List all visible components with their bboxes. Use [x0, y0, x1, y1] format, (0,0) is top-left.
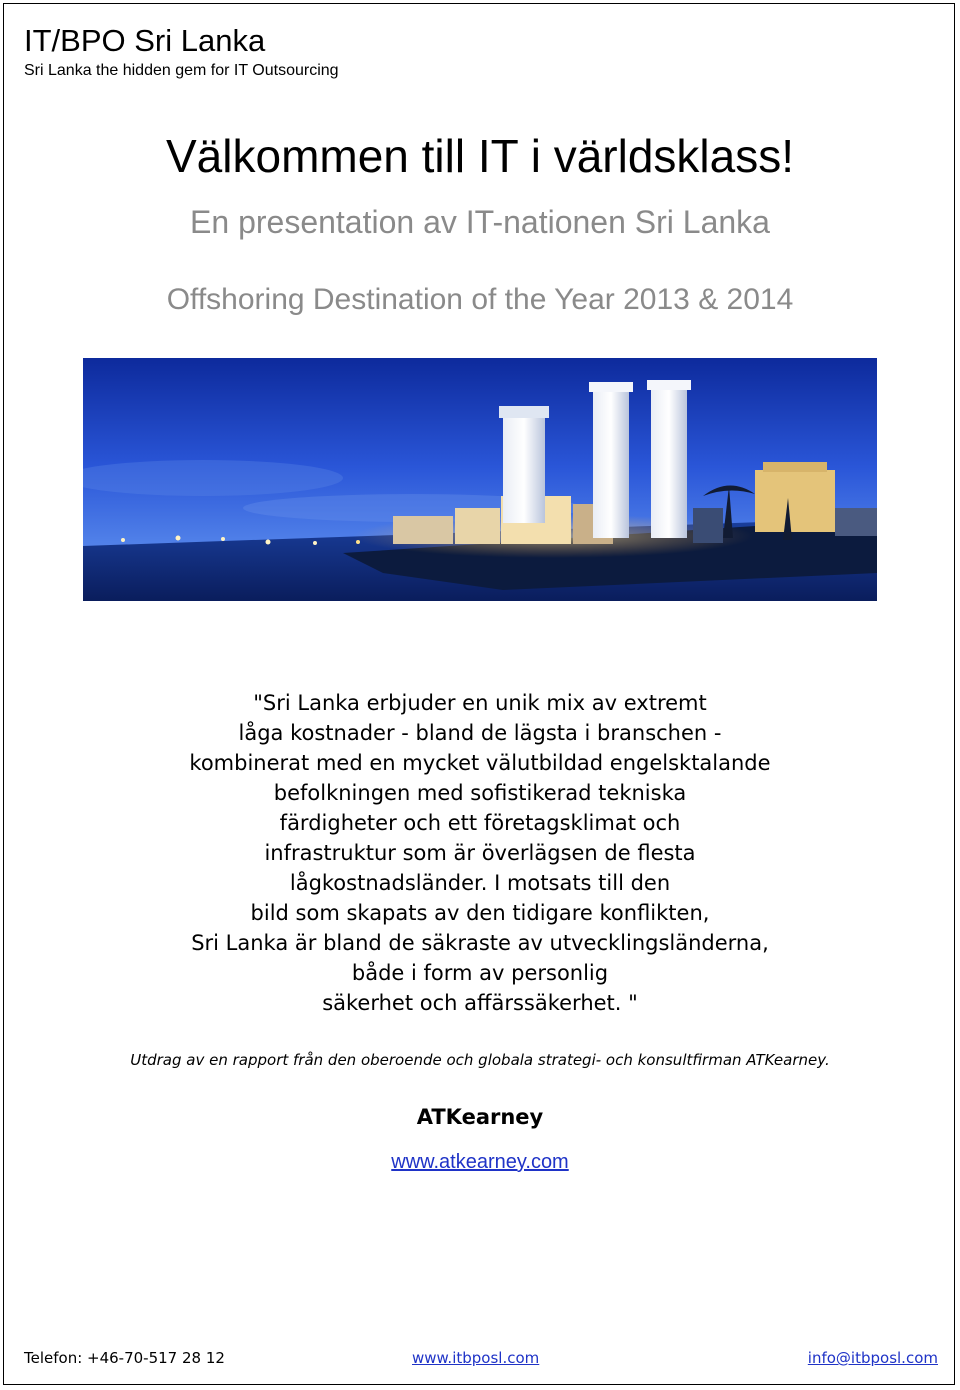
footer-email-link[interactable]: info@itbposl.com [807, 1349, 938, 1367]
quote-citation: Utdrag av en rapport från den oberoende och globala strategi- och konsultfirman ATKearney. [130, 1051, 830, 1069]
colombo-skyline-photo [83, 358, 877, 601]
quote-line: befolkningen med sofistikerad tekniska [273, 781, 687, 805]
quote-line: infrastruktur som är överlägsen de flesta [264, 841, 696, 865]
company-name: ATKearney [416, 1105, 544, 1129]
footer-phone: Telefon: +46-70-517 28 12 [24, 1349, 225, 1367]
contact-footer [24, 1348, 938, 1370]
award-line: Offshoring Destination of the Year 2013 & 2014 [166, 283, 794, 316]
brand-title: IT/BPO Sri Lanka [24, 23, 266, 58]
quote-line: säkerhet och affärssäkerhet. " [322, 991, 638, 1015]
page-headline: Välkommen till IT i världsklass! [166, 130, 794, 182]
brand-subtitle: Sri Lanka the hidden gem for IT Outsourcing [24, 62, 339, 79]
page-subheadline: En presentation av IT-nationen Sri Lanka [190, 204, 770, 240]
company-website-link[interactable]: www.atkearney.com [391, 1151, 569, 1173]
quote-line: Sri Lanka är bland de säkraste av utvecklingsländerna, [191, 931, 769, 955]
quote-line: "Sri Lanka erbjuder en unik mix av extremt [253, 691, 707, 715]
quote-line: kombinerat med en mycket välutbildad engelsktalande [189, 751, 771, 775]
quote-line: bild som skapats av den tidigare konflikten, [250, 901, 710, 925]
footer-website-link[interactable]: www.itbposl.com [412, 1349, 540, 1367]
quote-line: både i form av personlig [351, 961, 609, 985]
quote-line: lågkostnadsländer. I motsats till den [289, 871, 671, 895]
quote-line: färdigheter och ett företagsklimat och [279, 811, 681, 835]
quote-line: låga kostnader - bland de lägsta i branschen - [238, 721, 722, 745]
atkearney-quote [110, 688, 850, 1018]
